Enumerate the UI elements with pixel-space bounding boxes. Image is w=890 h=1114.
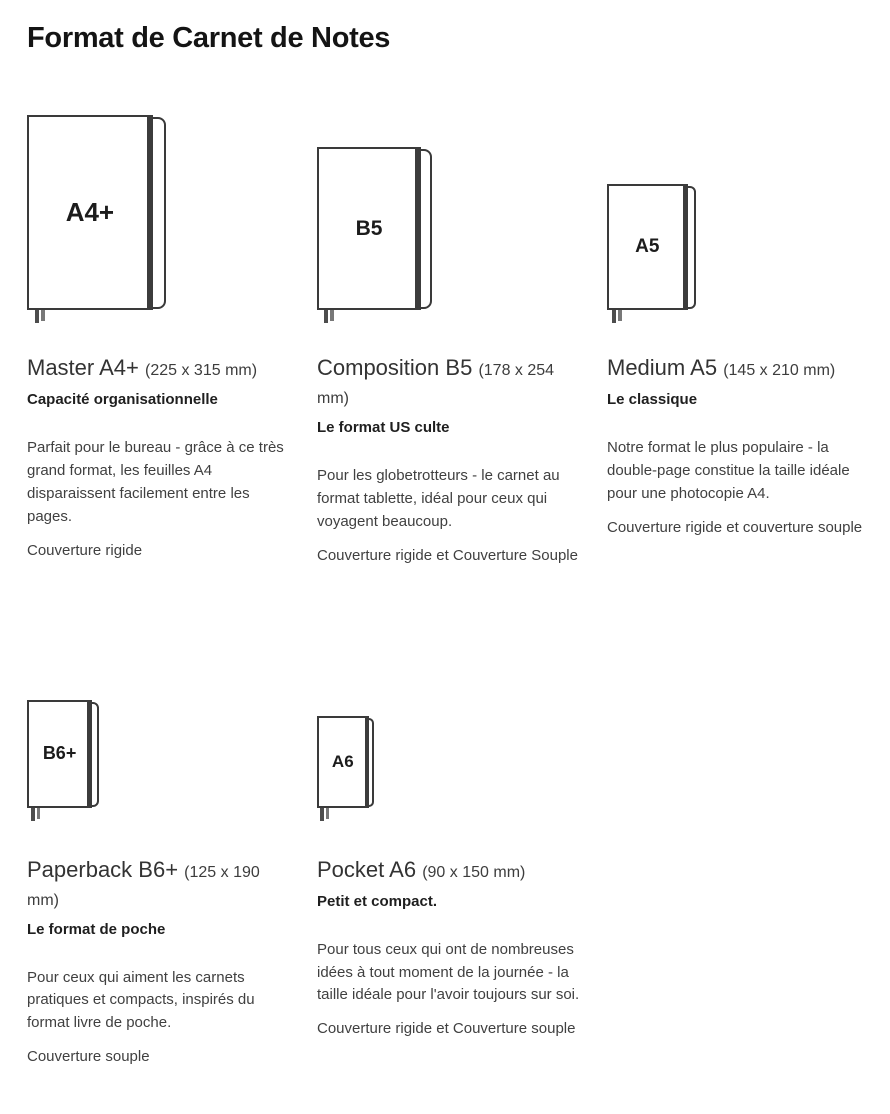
bookmark-ribbon — [330, 310, 334, 321]
notebook-name — [317, 856, 583, 884]
notebook-card-medium-a5 — [607, 115, 873, 540]
notebook-card-master-a4plus — [27, 115, 293, 563]
notebook-dimensions: (178 x 254 mm) — [317, 362, 555, 407]
notebook-description: Notre format le plus populaire - la double-page constitue la taille idéale pour une photocopie A4. — [607, 438, 850, 502]
notebook-name-text: Pocket A6 — [317, 856, 417, 882]
notebook-illustration-b6plus — [27, 700, 293, 808]
bookmark-ribbon — [37, 808, 40, 819]
notebook-size-label: A5 — [635, 236, 660, 257]
bookmark-ribbon — [31, 808, 35, 821]
notebook-illustration-a5 — [607, 115, 873, 310]
bookmark-ribbon — [612, 310, 616, 323]
notebook-cover-options: Couverture rigide et Couverture souple — [317, 1020, 576, 1038]
notebook-dimensions: (125 x 190 mm) — [27, 863, 260, 909]
notebook-tagline: Le format US culte — [317, 418, 450, 436]
notebook-name-text: Medium A5 — [607, 355, 718, 380]
notebook-description: Pour les globetrotteurs - le carnet au format tablette, idéal pour ceux qui voyagent beaucoup. — [317, 466, 560, 530]
notebook-name — [27, 856, 293, 912]
notebook-illustration-a4plus — [27, 115, 293, 310]
notebook-illustration-a6 — [317, 700, 583, 808]
bookmark-ribbon — [324, 310, 328, 323]
notebook-drawing — [27, 115, 166, 310]
notebook-drawing — [317, 147, 432, 310]
bookmark-ribbon — [618, 310, 622, 321]
notebook-card-paperback-b6plus — [27, 700, 293, 1070]
notebook-row-2 — [27, 700, 890, 1070]
notebook-name-text: Paperback B6+ — [27, 856, 179, 882]
bookmark-ribbon — [35, 310, 39, 323]
notebook-row-1 — [27, 115, 890, 568]
notebook-drawing — [317, 716, 374, 808]
notebook-card-composition-b5 — [317, 115, 583, 568]
notebook-name — [27, 354, 293, 382]
notebook-dimensions: (225 x 315 mm) — [145, 362, 258, 379]
notebook-size-label: A4+ — [65, 197, 115, 227]
notebook-tagline: Capacité organisationnelle — [27, 390, 218, 408]
notebook-cover-options: Couverture rigide et couverture souple — [607, 518, 863, 536]
notebook-tagline: Le format de poche — [27, 920, 166, 938]
notebook-drawing — [607, 184, 696, 310]
bookmark-ribbon — [320, 808, 324, 821]
notebook-cover-options: Couverture rigide et Couverture Souple — [317, 546, 578, 564]
notebook-name-text: Composition B5 — [317, 355, 473, 380]
notebook-cover-options: Couverture souple — [27, 1048, 150, 1066]
notebook-size-label: B5 — [355, 216, 383, 240]
notebook-tagline: Petit et compact. — [317, 892, 438, 910]
notebook-cover-options: Couverture rigide — [27, 541, 143, 559]
page-title: Format de Carnet de Notes — [27, 22, 391, 54]
notebook-size-label: A6 — [331, 751, 354, 771]
notebook-description: Pour ceux qui aiment les carnets pratiques et compacts, inspirés du format livre de poche. — [27, 968, 255, 1032]
notebook-description: Pour tous ceux qui ont de nombreuses idées à tout moment de la journée - la taille idéale pour l'avoir toujours sur soi. — [317, 940, 580, 1004]
notebook-description: Parfait pour le bureau - grâce à ce très grand format, les feuilles A4 disparaissent facilement entre les pages. — [27, 438, 284, 525]
notebook-name — [317, 354, 583, 410]
bookmark-ribbon — [326, 808, 329, 819]
notebook-illustration-b5 — [317, 115, 583, 310]
notebook-name-text: Master A4+ — [27, 355, 139, 380]
notebook-name — [607, 354, 873, 382]
notebook-drawing — [27, 700, 99, 808]
notebook-size-label: B6+ — [42, 743, 77, 764]
notebook-card-pocket-a6 — [317, 700, 583, 1042]
notebook-tagline: Le classique — [607, 390, 698, 408]
notebook-dimensions: (145 x 210 mm) — [723, 362, 836, 379]
notebook-dimensions: (90 x 150 mm) — [422, 863, 526, 881]
bookmark-ribbon — [41, 310, 45, 321]
